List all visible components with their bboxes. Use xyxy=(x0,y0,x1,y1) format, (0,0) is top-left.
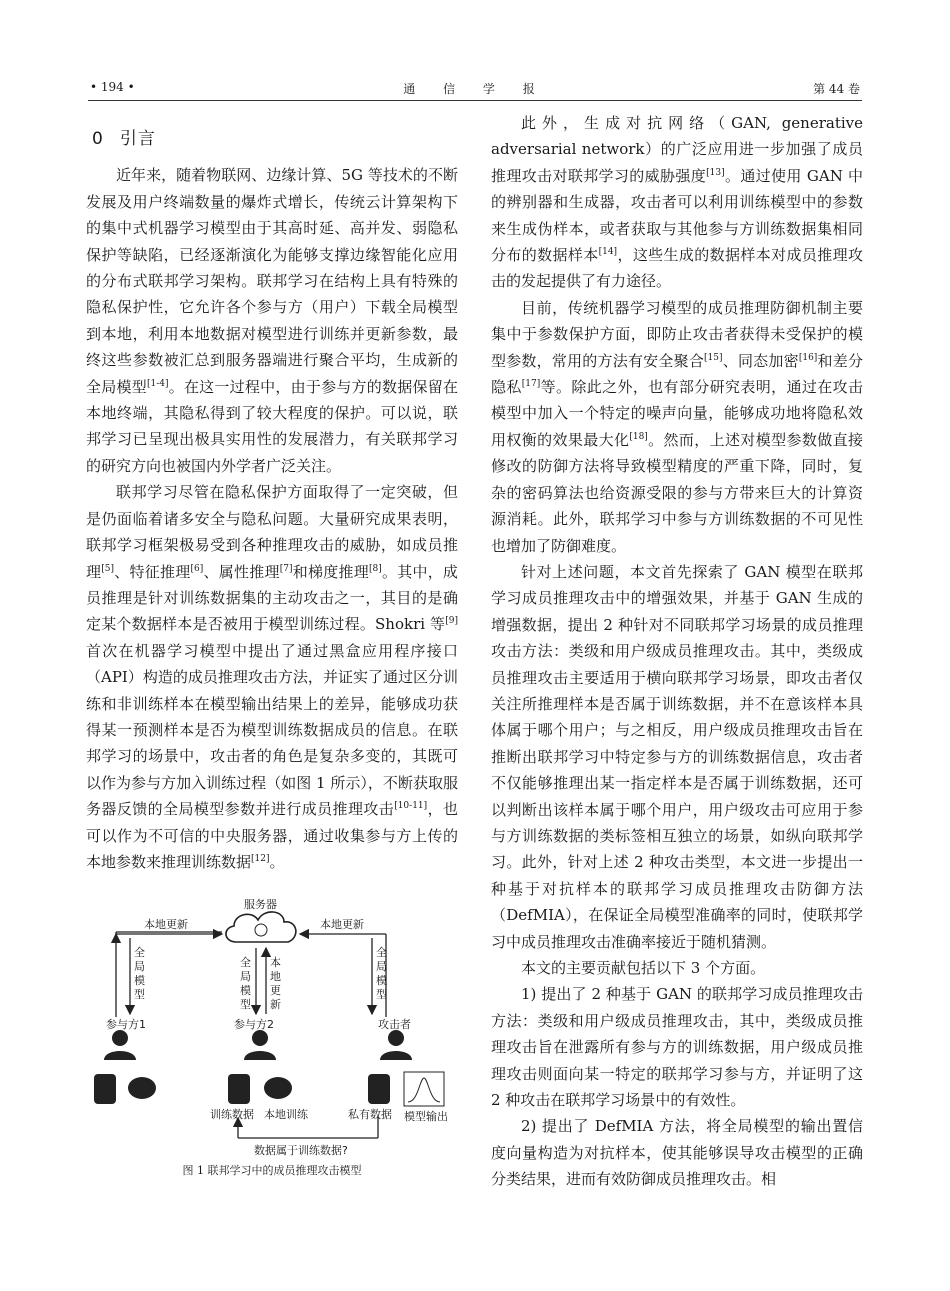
database-icon xyxy=(228,1074,250,1104)
text-run: 2) 提出了 DefMIA 方法，将全局模型的输出置信度向量构造为对抗样本，使其能够误导攻击模型的正确分类结果，进而有效防御成员推理攻击。相 xyxy=(491,1117,863,1189)
right-column xyxy=(491,110,863,1193)
label-local-training: 本地训练 xyxy=(264,1108,308,1121)
left-body xyxy=(86,162,458,875)
citation: [7] xyxy=(279,563,293,574)
text-run: 。通过使用 GAN 中的辨别器和生成器，攻击者可以利用训练模型中的参数来生成伪样本，或者获取与其他参与方训练数据集相同分布的数据样本 xyxy=(491,166,863,265)
citation: [17] xyxy=(521,379,541,390)
citation: [13] xyxy=(706,167,725,178)
paragraph xyxy=(491,110,863,295)
label-question: 数据属于训练数据? xyxy=(254,1144,348,1157)
text-run: 目前，传统机器学习模型的成员推理防御机制主要集中于参数保护方面，即防止攻击者获得未受保护的模型参数，常用的方法有安全聚合 xyxy=(491,298,863,370)
section-number: 0 xyxy=(92,129,104,149)
text-run: 1) 提出了 2 种基于 GAN 的联邦学习成员推理攻击方法：类级和用户级成员推理攻击，其中，类级成员推理攻击旨在泄露所有参与方的训练数据，用户级成员推理攻击则面向某一特定的联邦学习参与方，并证明了这 2 种攻击在联邦学习场景中的有效性。 xyxy=(491,985,863,1110)
label-global-model-right: 全局模型 xyxy=(376,946,387,1001)
citation: [9] xyxy=(445,616,458,627)
text-run: 、属性推理 xyxy=(203,562,280,581)
paragraph xyxy=(491,559,863,955)
paragraph xyxy=(491,955,863,981)
cloud-icon xyxy=(226,912,296,942)
attacker-icon xyxy=(380,1030,412,1060)
label-participant1: 参与方1 xyxy=(106,1018,146,1031)
database-icon xyxy=(368,1074,390,1104)
label-attacker: 攻击者 xyxy=(378,1018,411,1031)
text-run: 。 xyxy=(269,852,285,871)
text-run: ，也可以作为不可信的中央服务器，通过收集参与方上传的本地参数来推理训练数据 xyxy=(86,800,458,871)
text-run: 联邦学习尽管在隐私保护方面取得了一定突破，但是仍面临着诸多安全与隐私问题。大量研究成果表明，联邦学习框架极易受到各种推理攻击的威胁，如成员推理 xyxy=(86,483,458,581)
text-run: 。在这一过程中，由于参与方的数据保留在本地终端，其隐私得到了较大程度的保护。可以说，联邦学习已呈现出极具实用性的发展潜力，有关联邦学习的研究方向也被国内外学者广泛关注。 xyxy=(86,377,458,475)
figure-1 xyxy=(86,892,458,1192)
label-private-data: 私有数据 xyxy=(348,1108,392,1121)
paragraph xyxy=(86,479,458,875)
section-title: 引言 xyxy=(119,129,156,149)
label-model-output: 模型输出 xyxy=(404,1110,448,1123)
citation: [1-4] xyxy=(146,378,169,389)
text-run: 近年来，随着物联网、边缘计算、5G 等技术的不断发展及用户终端数量的爆炸式增长，传统云计算架构下的集中式机器学习模型由于其高时延、高并发、弱隐私保护等缺陷，已经逐渐演化为能够支撑边缘智能化应用的分布式联邦学习架构。联邦学习在结构上具有特殊的隐私保护性，它允许各个参与方（用户）下载全局模型到本地，利用本地数据对模型进行训练并更新参数，最终这些参数被汇总到服务器端进行聚合平均，生成新的全局模型 xyxy=(86,166,458,396)
user-icon xyxy=(244,1030,276,1060)
citation: [10-11] xyxy=(394,801,428,812)
text-run: 等。除此之外，也有部分研究表明，通过在攻击模型中加入一个特定的噪声向量，能够成功地将隐私效用权衡的效果最大化 xyxy=(491,378,863,449)
label-global-model-mid: 全局模型 xyxy=(240,956,251,1011)
citation: [12] xyxy=(251,853,270,864)
citation: [15] xyxy=(704,352,723,363)
section-heading xyxy=(92,126,458,152)
text-run: 。然而，上述对模型参数做直接修改的防御方法将导致模型精度的严重下降，同时，复杂的密码算法也给资源受限的参与方带来巨大的计算资源消耗。此外，联邦学习中参与方训练数据的不可见性也增加了防御难度。 xyxy=(491,430,863,555)
text-run: 。其中，成员推理是针对训练数据集的主动攻击之一，其目的是确定某个数据样本是否被用于模型训练过程。Shokri 等 xyxy=(86,562,458,634)
text-run: ，这些生成的数据样本对成员推理攻击的发起提供了有力途径。 xyxy=(491,246,863,291)
paragraph xyxy=(491,295,863,559)
left-column xyxy=(86,110,458,875)
page-number: • 194 • xyxy=(90,80,135,94)
brain-icon xyxy=(264,1077,292,1099)
paragraph xyxy=(491,981,863,1113)
text-run: 、同态加密 xyxy=(722,351,799,370)
label-participant2: 参与方2 xyxy=(234,1018,274,1031)
figure-caption: 图 1 联邦学习中的成员推理攻击模型 xyxy=(182,1164,362,1177)
text-run: 此外，生成对抗网络（GAN, generative adversarial network）的广泛应用进一步加强了成员推理攻击对联邦学习的威胁强度 xyxy=(491,114,863,185)
running-header xyxy=(88,78,862,101)
database-icon xyxy=(94,1074,116,1104)
paragraph xyxy=(491,1113,863,1192)
user-icon xyxy=(104,1030,136,1060)
volume: 第 44 卷 xyxy=(813,82,860,96)
brain-icon xyxy=(128,1077,156,1099)
right-body xyxy=(491,110,863,1193)
citation: [18] xyxy=(629,431,648,442)
label-local-update-mid: 本地更新 xyxy=(270,956,281,1011)
citation: [16] xyxy=(798,352,818,363)
journal-name: 通 信 学 报 xyxy=(403,82,547,96)
label-local-update-left: 本地更新 xyxy=(144,918,188,931)
citation: [14] xyxy=(598,247,618,258)
text-run: 针对上述问题，本文首先探索了 GAN 模型在联邦学习成员推理攻击中的增强效果，并基于 GAN 生成的增强数据，提出 2 种针对不同联邦学习场景的成员推理攻击方法：类级和用户级成员推理攻击。其中，类级成员推理攻击主要适用于横向联邦学习场景，即攻击者仅关注所推理样本是否属于训练数据，并不在意该样本具体属于哪个用户；与之相反，用户级成员推理攻击旨在推断出联邦学习中特定参与方的训练数据信息，攻击者不仅能够推理出某一指定样本是否属于训练数据，还可以判断出该样本属于哪个用户，用户级攻击可应用于参与方训练数据的类标签相互独立的场景，如纵向联邦学习。此外，针对上述 2 种攻击类型，本文进一步提出一种基于对抗样本的联邦学习成员推理攻击防御方法（DefMIA），在保证全局模型准确率的同时，使联邦学习中成员推理攻击准确率接近于随机猜测。 xyxy=(491,562,863,951)
text-run: 首次在机器学习模型中提出了通过黑盒应用程序接口（API）构造的成员推理攻击方法，并证实了通过区分训练和非训练样本在模型输出结果上的差异，能够成功获得某一预测样本是否为模型训练数据成员的信息。在联邦学习的场景中，攻击者的角色是复杂多变的，其既可以作为参与方加入训练过程（如图 1 所示），不断获取服务器反馈的全局模型参数并进行成员推理攻击 xyxy=(86,641,458,819)
label-training-data: 训练数据 xyxy=(210,1108,254,1121)
paragraph xyxy=(86,162,458,479)
chart-icon xyxy=(404,1072,444,1106)
text-run: 和梯度推理 xyxy=(292,562,369,581)
label-global-model-left: 全局模型 xyxy=(134,946,145,1001)
label-local-update-right: 本地更新 xyxy=(320,918,364,931)
text-run: 和差分隐私 xyxy=(491,351,863,397)
citation: [8] xyxy=(368,563,382,574)
citation: [5] xyxy=(101,563,114,574)
citation: [6] xyxy=(190,563,204,574)
text-run: 本文的主要贡献包括以下 3 个方面。 xyxy=(521,959,766,977)
label-server: 服务器 xyxy=(244,898,277,911)
text-run: 、特征推理 xyxy=(114,562,191,581)
